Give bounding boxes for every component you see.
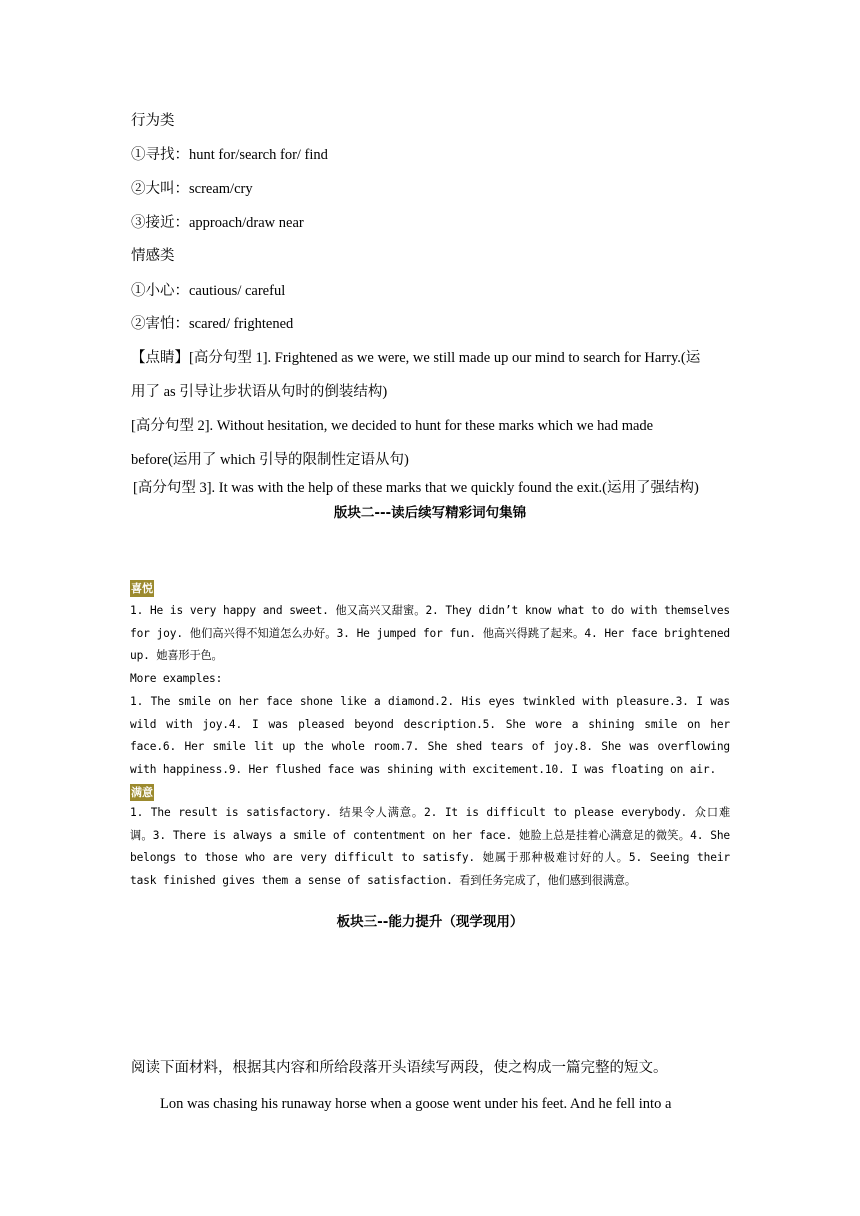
tip-line: 【点睛】[高分句型 1]. Frightened as we were, we still made up our mind to search for Harry.(运 bbox=[131, 350, 701, 366]
section-title: 版块二---读后续写精彩词句集锦 bbox=[333, 505, 527, 521]
tip-line: 用了 as 引导让步状语从句时的倒装结构) bbox=[131, 384, 388, 400]
tip-line: before(运用了 which 引导的限制性定语从句) bbox=[131, 452, 409, 468]
behavior-heading: 行为类 bbox=[131, 113, 175, 129]
tip-line: [高分句型 2]. Without hesitation, we decided to hunt for these marks which we had made bbox=[131, 418, 654, 434]
behavior-item: ③接近：approach/draw near bbox=[131, 215, 304, 231]
emotion-item: ②害怕：scared/ frightened bbox=[131, 316, 294, 332]
more-examples-label: More examples: bbox=[130, 672, 223, 686]
behavior-item: ②大叫：scream/cry bbox=[131, 181, 253, 197]
satisfaction-examples bbox=[130, 802, 730, 893]
emotion-heading: 情感类 bbox=[131, 248, 175, 264]
instruction-line: 阅读下面材料，根据其内容和所给段落开头语续写两段，使之构成一篇完整的短文。 bbox=[131, 1060, 668, 1076]
joy-tag: 喜悦 bbox=[131, 582, 153, 595]
behavior-item: ①寻找：hunt for/search for/ find bbox=[131, 147, 328, 163]
joy-examples bbox=[130, 600, 730, 782]
section-title: 板块三--能力提升（现学现用） bbox=[336, 914, 524, 930]
tip-line: [高分句型 3]. It was with the help of these marks that we quickly found the exit.(运用了强结构) bbox=[133, 480, 699, 496]
satisfaction-paragraph: 1. The result is satisfactory. 结果令人满意。2. It is difficult to please everybody. 众口难调。3. There is always a smile of contentment on her face. 她脸上总是挂着心满意足的微笑。4. She belongs to those who are very difficult to satisfy. 她属于那种极难讨好的人。5. Seeing their task finished gives them a sense of satisfaction. 看到任务完成了，他们感到很满意。 bbox=[130, 806, 730, 888]
emotion-item: ①小心：cautious/ careful bbox=[131, 283, 286, 299]
joy-paragraph: 1. He is very happy and sweet. 他又高兴又甜蜜。2. They didn’t know what to do with themselves for joy. 他们高兴得不知道怎么办好。3. He jumped for fun. 他高兴得跳了起来。4. Her face brightened up. 她喜形于色。 bbox=[130, 604, 730, 663]
satisfaction-tag: 满意 bbox=[131, 786, 153, 799]
joy-paragraph-more: 1. The smile on her face shone like a diamond.2. His eyes twinkled with pleasure.3. I was wild with joy.4. I was pleased beyond description.5. She wore a shining smile on her face.6. Her smile lit up the whole room.7. She shed tears of joy.8. She was overflowing with happiness.9. Her flushed face was shining with excitement.10. I was floating on air. bbox=[130, 694, 730, 776]
story-line: Lon was chasing his runaway horse when a goose went under his feet. And he fell into a bbox=[160, 1096, 672, 1112]
